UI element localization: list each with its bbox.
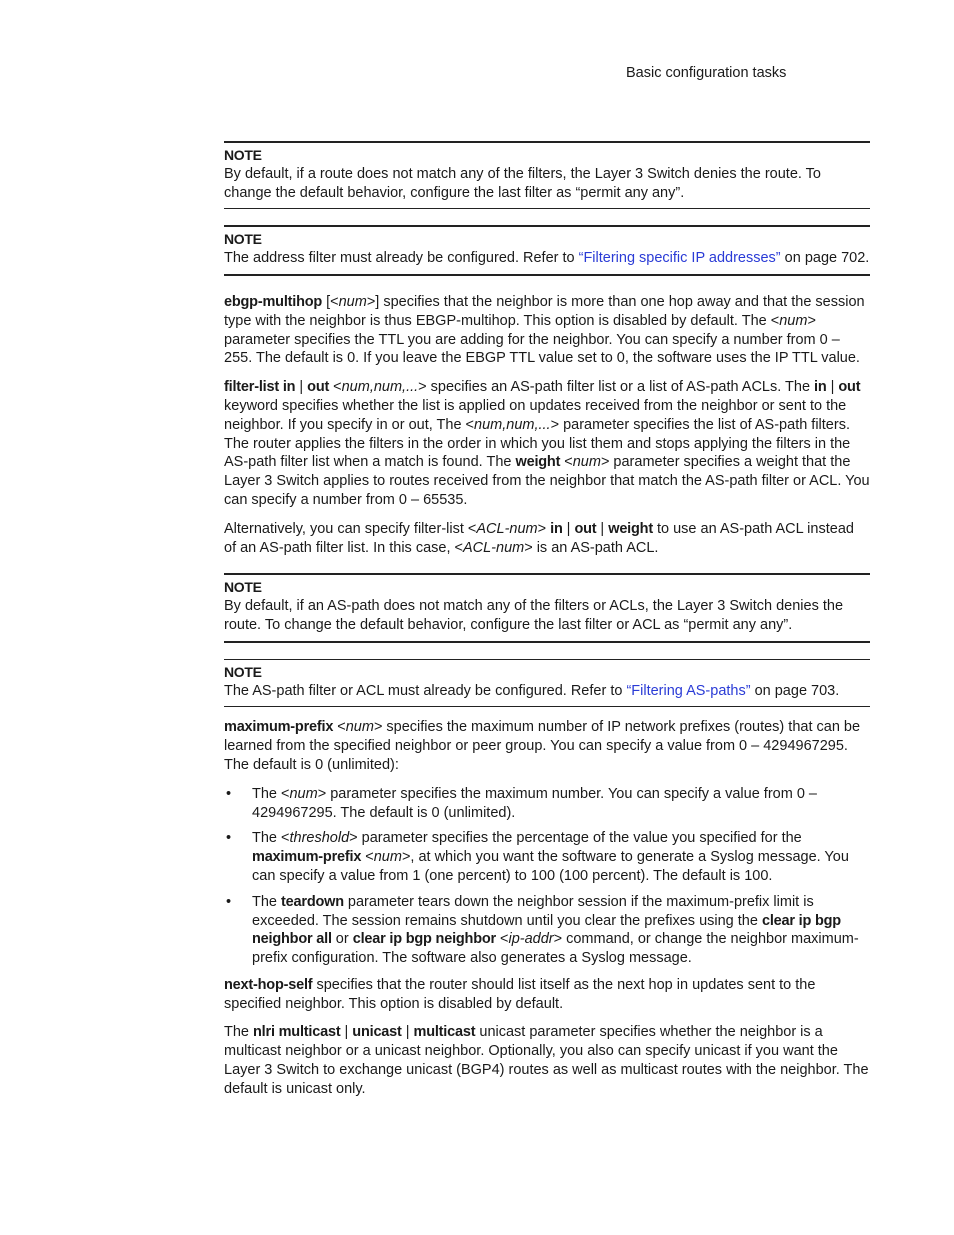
text: > specifies the maximum number of IP network prefixes (routes) that can be learned from the specified neighbor or peer group. You can specify a value from 0 – 4294967295. The default is 0 (unlimited): [224, 719, 861, 773]
text: The [252, 893, 282, 910]
variable: num [779, 312, 808, 329]
text: > [537, 520, 551, 537]
bullet-icon: • [226, 785, 232, 802]
text: > is an AS-path ACL. [524, 539, 659, 556]
text: < [770, 312, 780, 329]
note-title: NOTE [224, 579, 262, 596]
bullet-list [224, 785, 870, 968]
list-item [224, 829, 870, 885]
text: > parameter specifies the TTL you are adding for the neighbor. You can specify a number from 0 – 255. The default is 0. If you leave the EBGP TTL value set to 0, the software uses the IP TTL value. [224, 312, 860, 367]
text: [< [322, 293, 339, 310]
note-text-part: The address filter must already be configured. Refer to [224, 250, 579, 267]
text: >] specifies that the neighbor is more than one hop away and that the session type with the neighbor is thus EBGP-multihop. This option is disabled by default. The [224, 293, 865, 329]
note-text-part: The AS-path filter or ACL must already be configured. Refer to [224, 682, 627, 699]
paragraph-filter-list-acl [224, 520, 870, 558]
note-title: NOTE [224, 231, 262, 248]
keyword: in [550, 520, 563, 537]
note-box [224, 141, 870, 209]
variable: ACL-num [462, 539, 525, 556]
keyword: filter-list in [224, 379, 296, 396]
bullet-icon: • [226, 893, 232, 910]
text: < [329, 379, 342, 396]
keyword: nlri multicast [253, 1024, 341, 1041]
text: or [331, 931, 353, 948]
text: > parameter specifies the maximum number. You can specify a value from 0 – 4294967295. The default is 0 (unlimited). [252, 785, 817, 821]
paragraph-nlri [224, 1023, 870, 1098]
text: > parameter specifies a weight that the Layer 3 Switch applies to routes received from the neighbor that match the AS-path filter or ACL. You can specify a number from 0 – 65535. [224, 454, 870, 508]
text: > command, or change the neighbor maximum-prefix configuration. The software also generates a Syslog message. [252, 931, 859, 967]
keyword: clear ip bgp neighbor all [252, 912, 841, 948]
text: | [562, 520, 575, 537]
paragraph-next-hop-self [224, 976, 870, 1014]
keyword: teardown [281, 893, 344, 910]
note-text [224, 249, 870, 268]
text: < [560, 454, 573, 471]
text: The < [252, 785, 290, 802]
text: | [826, 379, 839, 396]
note-text [224, 682, 870, 701]
variable: ip-addr [508, 931, 554, 948]
text: > parameter specifies the list of AS-path filters. The router applies the filters in the order in which you list them and stops applying the filters in the AS-path filter list when a match is found. The [224, 416, 851, 471]
text: The < [252, 830, 290, 847]
text: unicast parameter specifies whether the neighbor is a multicast neighbor or a unicast neighbor. Optionally, you also can specify unicast if you want the Layer 3 Switch to exchange unicast (BGP4) routes as well as multicast routes with the neighbor. The default is unicast only. [224, 1024, 869, 1097]
note-title: NOTE [224, 663, 262, 680]
variable: num [373, 849, 402, 866]
link-filtering-as-paths[interactable]: “Filtering AS-paths” [626, 682, 751, 699]
variable: num [338, 293, 367, 310]
running-header: Basic configuration tasks [626, 65, 787, 81]
text: The [224, 1024, 254, 1041]
keyword: weight [608, 520, 653, 537]
variable: num [289, 785, 318, 802]
text: | [596, 520, 609, 537]
text: to use an AS-path ACL instead of an AS-path filter list. In this case, < [224, 520, 854, 556]
text: < [361, 849, 374, 866]
note-text: By default, if a route does not match any of the filters, the Layer 3 Switch denies the route. To change the default behavior, configure the last filter as “permit any any”. [224, 165, 821, 201]
keyword: out [574, 520, 597, 537]
keyword: out [838, 379, 861, 396]
variable: ACL-num [476, 520, 538, 537]
text: > specifies an AS-path filter list or a list of AS-path ACLs. The [418, 379, 815, 396]
variable: threshold [289, 830, 350, 847]
text: < [333, 719, 346, 736]
list-item [224, 893, 870, 968]
keyword: weight [515, 454, 561, 471]
keyword: multicast [413, 1024, 476, 1041]
variable: num,num,... [341, 379, 419, 396]
text: >, at which you want the software to generate a Syslog message. You can specify a value from 1 (one percent) to 100 (100 percent). The default is 100. [252, 849, 849, 884]
page-content [224, 141, 870, 1109]
keyword: clear ip bgp neighbor [352, 931, 496, 948]
keyword: maximum-prefix [252, 849, 362, 866]
note-text: By default, if an AS-path does not match any of the filters or ACLs, the Layer 3 Switch denies the route. To change the default behavior, configure the last filter or ACL as “permit any any”. [224, 598, 844, 633]
text: < [495, 931, 509, 948]
list-item [224, 785, 870, 823]
text: | [340, 1024, 353, 1041]
text: | [295, 379, 308, 396]
note-box [224, 225, 870, 276]
keyword: next-hop-self [224, 976, 313, 993]
text: > parameter specifies the percentage of the value you specified for the [349, 830, 802, 847]
keyword: maximum-prefix [224, 719, 334, 736]
keyword: in [814, 379, 827, 396]
text: keyword specifies whether the list is applied on updates received from the neighbor or sent to the neighbor. If you specify in or out, The < [224, 397, 847, 433]
keyword: out [307, 379, 330, 396]
paragraph-ebgp-multihop [224, 293, 870, 368]
bullet-icon: • [226, 830, 232, 847]
note-box [224, 659, 870, 708]
text: parameter tears down the neighbor session if the maximum-prefix limit is exceeded. The session remains shutdown until you clear the prefixes using the [252, 893, 814, 929]
note-title: NOTE [224, 147, 262, 163]
text: Alternatively, you can specify filter-list < [224, 520, 477, 537]
keyword: ebgp-multihop [224, 293, 323, 310]
paragraph-filter-list [224, 378, 870, 510]
link-filtering-ip-addresses[interactable]: “Filtering specific IP addresses” [578, 250, 781, 267]
paragraph-maximum-prefix [224, 718, 870, 774]
note-text-part: on page 703. [750, 682, 840, 699]
text: | [401, 1024, 414, 1041]
variable: num [572, 454, 601, 471]
note-box [224, 573, 870, 642]
text: specifies that the router should list itself as the next hop in updates sent to the specified neighbor. This option is disabled by default. [224, 976, 816, 1012]
variable: num,num,... [474, 416, 551, 433]
note-text-part: on page 702. [780, 250, 870, 267]
variable: num [345, 719, 374, 736]
keyword: unicast [352, 1024, 402, 1041]
